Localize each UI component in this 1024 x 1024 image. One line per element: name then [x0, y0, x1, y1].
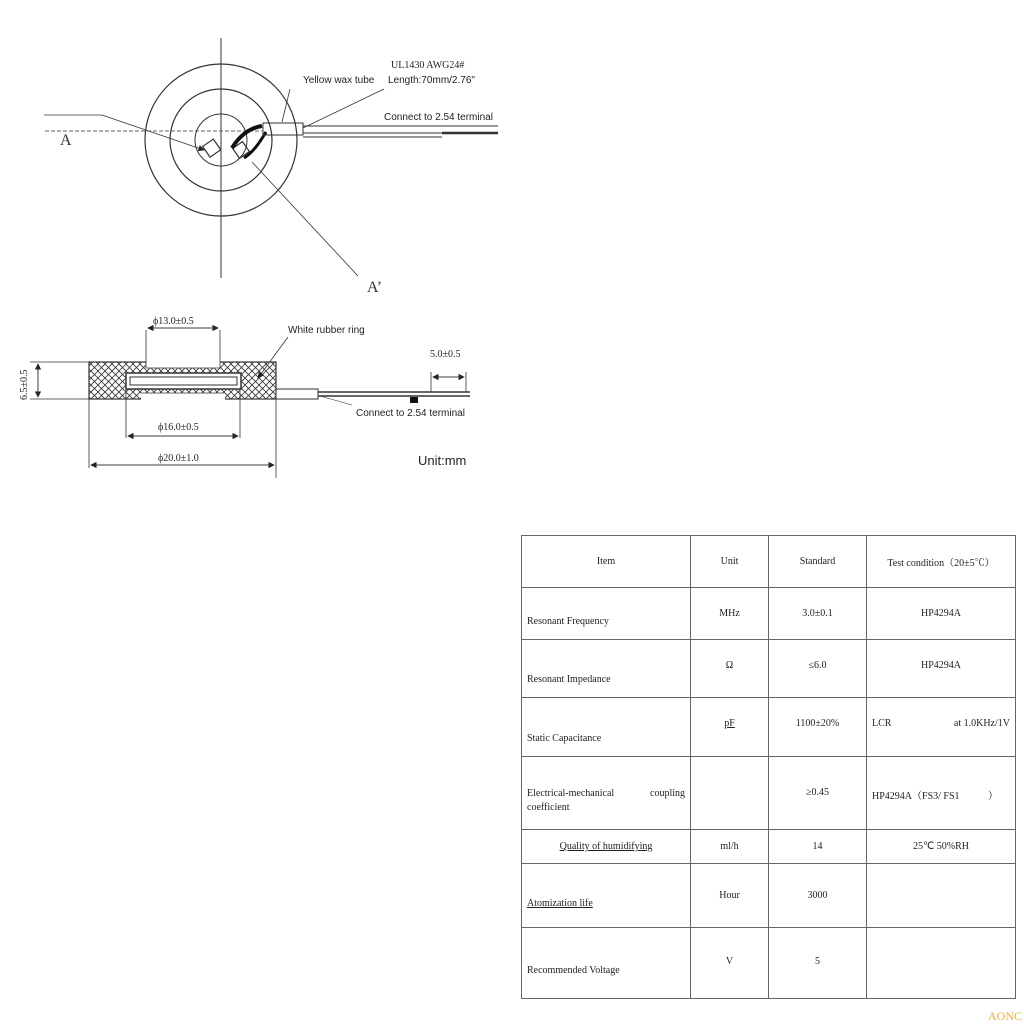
- row-item-b: coupling: [650, 788, 685, 799]
- watermark: AONC: [987, 1009, 1022, 1023]
- row-item-text: Atomization life: [527, 898, 593, 909]
- top-view: [44, 38, 498, 278]
- row-item: Resonant Impedance: [522, 640, 691, 698]
- label-connect-side: Connect to 2.54 terminal: [356, 408, 465, 419]
- row-item: Resonant Frequency: [522, 588, 691, 640]
- label-wire-spec: UL1430 AWG24#: [391, 60, 465, 71]
- label-dim-16: ϕ16.0±0.5: [158, 422, 199, 433]
- side-tube: [276, 389, 318, 399]
- row-unit: Ω: [691, 640, 769, 698]
- header-test-condition: Test condition（20±5℃）: [867, 536, 1016, 588]
- row-item: Recommended Voltage: [522, 928, 691, 999]
- label-connect-top: Connect to 2.54 terminal: [384, 112, 493, 123]
- electrode-square-1: [203, 139, 221, 157]
- table-row: [522, 757, 1016, 830]
- row-standard: 3.0±0.1: [769, 588, 867, 640]
- row-standard: 14: [769, 830, 867, 864]
- top-opening: [146, 360, 220, 368]
- row-test-b: at 1.0KHz/1V: [953, 718, 1010, 729]
- row-standard: 3000: [769, 864, 867, 928]
- label-dim-thickness: 6.5±0.5: [19, 369, 30, 400]
- row-unit: MHz: [691, 588, 769, 640]
- wire-marker: [410, 397, 418, 403]
- row-item: [522, 830, 691, 864]
- wire-curve-2: [244, 132, 266, 158]
- table-row: [522, 588, 1016, 640]
- label-wire-length: Length:70mm/2.76": [388, 75, 475, 86]
- label-dim-20: ϕ20.0±1.0: [158, 453, 199, 464]
- row-item: [522, 757, 691, 830]
- label-yellow-tube: Yellow wax tube: [303, 75, 375, 86]
- row-standard: ≤6.0: [769, 640, 867, 698]
- row-unit: V: [691, 928, 769, 999]
- row-test: [867, 864, 1016, 928]
- row-test: 25℃ 50%RH: [867, 830, 1016, 864]
- row-unit-text: pF: [724, 718, 735, 729]
- row-test: [867, 698, 1016, 757]
- row-standard: ≥0.45: [769, 757, 867, 830]
- row-unit: [691, 698, 769, 757]
- arrow-a: [102, 115, 204, 150]
- header-standard: Standard: [769, 536, 867, 588]
- row-item: Static Capacitance: [522, 698, 691, 757]
- row-item-a: Electrical-mechanical: [527, 788, 615, 799]
- row-unit: ml/h: [691, 830, 769, 864]
- header-item: Item: [522, 536, 691, 588]
- row-test-b: ）: [988, 791, 998, 802]
- header-unit: Unit: [691, 536, 769, 588]
- technical-drawing: [0, 0, 520, 500]
- row-test-a: LCR: [872, 718, 892, 729]
- label-a: A: [60, 132, 72, 149]
- row-test: [867, 757, 1016, 830]
- row-standard: 5: [769, 928, 867, 999]
- leader-connect-side: [320, 396, 352, 405]
- table-row: [522, 640, 1016, 698]
- table-row: [522, 698, 1016, 757]
- side-view: [30, 328, 470, 478]
- leader-wire-spec: [303, 89, 384, 128]
- label-a-prime: A’: [367, 279, 383, 296]
- spec-table: [521, 535, 1016, 999]
- table-row: [522, 830, 1016, 864]
- row-unit: [691, 757, 769, 830]
- label-white-ring: White rubber ring: [288, 325, 365, 336]
- row-item-c: coefficient: [527, 802, 570, 813]
- table-row: [522, 864, 1016, 928]
- row-test: HP4294A: [867, 588, 1016, 640]
- label-dim-13: ϕ13.0±0.5: [153, 316, 194, 327]
- table-row: [522, 928, 1016, 999]
- row-item: [522, 864, 691, 928]
- row-test-a: HP4294A（FS3/ FS1: [872, 791, 960, 802]
- row-test: HP4294A: [867, 640, 1016, 698]
- label-dim-5: 5.0±0.5: [430, 349, 461, 360]
- row-unit: Hour: [691, 864, 769, 928]
- row-item-text: Quality of humidifying: [559, 841, 653, 852]
- label-unit: Unit:mm: [418, 453, 467, 468]
- ceramic-disc: [126, 373, 241, 389]
- bottom-opening: [141, 393, 225, 401]
- row-test: [867, 928, 1016, 999]
- table-header-row: [522, 536, 1016, 588]
- row-standard: 1100±20%: [769, 698, 867, 757]
- section-line-a-prime: [252, 162, 358, 276]
